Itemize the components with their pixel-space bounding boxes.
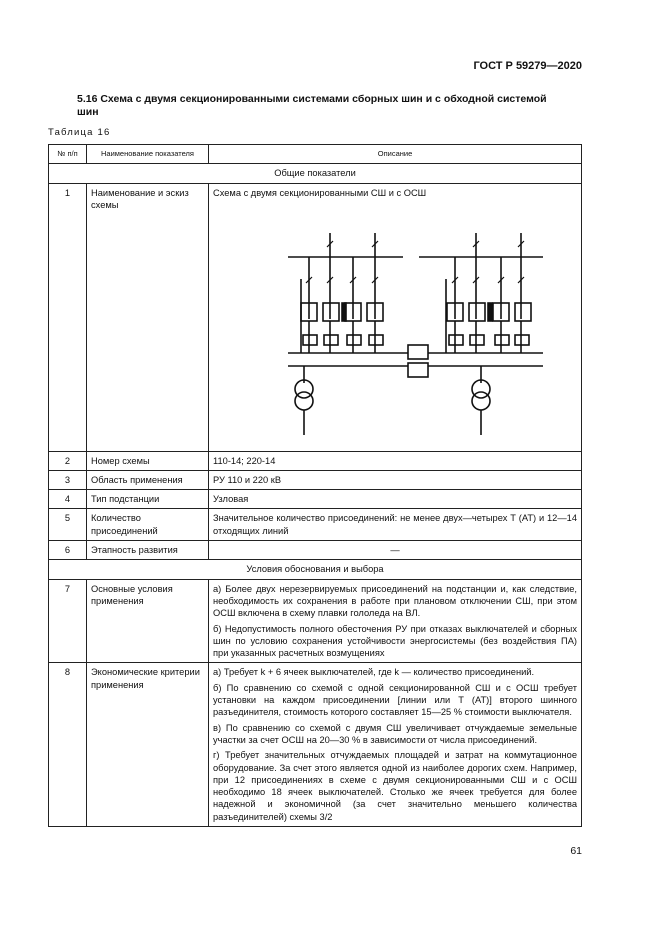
description-paragraph: б) Недопустимость полного обесточения РУ при отказах выключателей и сборных шин по условию сохранения устойчивости энергосистемы (без воздействия ПА) при указанных расчетных возмущениях [213,623,577,659]
row-description: 110-14; 220-14 [209,451,582,470]
group-title: Условия обоснования и выбора [49,560,582,579]
row-number: 8 [49,663,87,827]
row-name: Номер схемы [87,451,209,470]
column-header-name: Наименование показателя [87,145,209,164]
table-row [49,451,582,470]
table-header-row [49,145,582,164]
description-paragraph: г) Требует значительных отчуждаемых площадей и затрат на коммутационное оборудование. За счет этого является одной из наиболее дорогих схем. Например, при 12 присоединениях в схеме с двумя секционированными СШ и с ОСШ необходимо 18 ячеек выключателей. Столько же ячеек требуется для более надежной и экономичной (за счет значительно меньшего количества разъединителей) схемы 3/2 [213,750,577,822]
specification-table [48,144,582,827]
row-name: Тип подстанции [87,490,209,509]
group-row [49,560,582,579]
row-description: Узловая [209,490,582,509]
row-number: 5 [49,509,87,541]
column-header-description: Описание [209,145,582,164]
row-name: Этапность развития [87,541,209,560]
row-description [209,509,582,541]
row-description: РУ 110 и 220 кВ [209,470,582,489]
group-row [49,164,582,183]
description-paragraph: Значительное количество присоединений: не менее двух—четырех Т (АТ) и 12—14 отходящих линий [213,513,577,536]
table-caption: Таблица 16 [48,127,111,138]
schema-caption: Схема с двумя секционированными СШ и с ОСШ [213,187,427,198]
row-name: Количество присоединений [87,509,209,541]
table-row [49,663,582,827]
row-description [209,183,582,451]
table-row [49,579,582,663]
row-number: 1 [49,183,87,451]
description-paragraph: а) Более двух нерезервируемых присоединений на подстанции и, как следствие, необходимость их сохранения в работе при плановом отключении СШ, при этом ОСШ включена в схему плавки гололеда на ВЛ. [213,583,577,619]
description-paragraph: в) По сравнению со схемой с двумя СШ увеличивает отчуждаемые земельные участки за счет ОСШ на 20—30 % в зависимости от числа присоединений. [213,722,577,745]
table-row [49,490,582,509]
busbar-schematic-diagram [243,203,543,435]
table-row [49,470,582,489]
row-name: Экономические критерии применения [87,663,209,827]
row-number: 3 [49,470,87,489]
table-row [49,541,582,560]
row-description [209,579,582,663]
row-number: 4 [49,490,87,509]
row-number: 6 [49,541,87,560]
row-name: Наименование и эскиз схемы [87,183,209,451]
description-paragraph: а) Требует k + 6 ячеек выключателей, где k — количество присоединений. [213,667,535,678]
table-row [49,509,582,541]
column-header-number: № п/п [49,145,87,164]
standard-number: ГОСТ Р 59279—2020 [473,60,582,72]
row-name: Основные условия применения [87,579,209,663]
row-description [209,663,582,827]
section-title: 5.16 Схема с двумя секционированными системами сборных шин и с обходной системой шин [77,93,547,118]
row-description: — [209,541,582,560]
group-title: Общие показатели [49,164,582,183]
page-number: 61 [570,845,582,857]
row-number: 2 [49,451,87,470]
row-number: 7 [49,579,87,663]
row-name: Область применения [87,470,209,489]
table-row [49,183,582,451]
description-paragraph: б) По сравнению со схемой с одной секционированной СШ и с ОСШ требует установки на каждом присоединении [линии или Т (АТ)] второго шинного разъединителя, стоимость которого составляет 15—25 % стоимости выключателя. [213,682,577,718]
